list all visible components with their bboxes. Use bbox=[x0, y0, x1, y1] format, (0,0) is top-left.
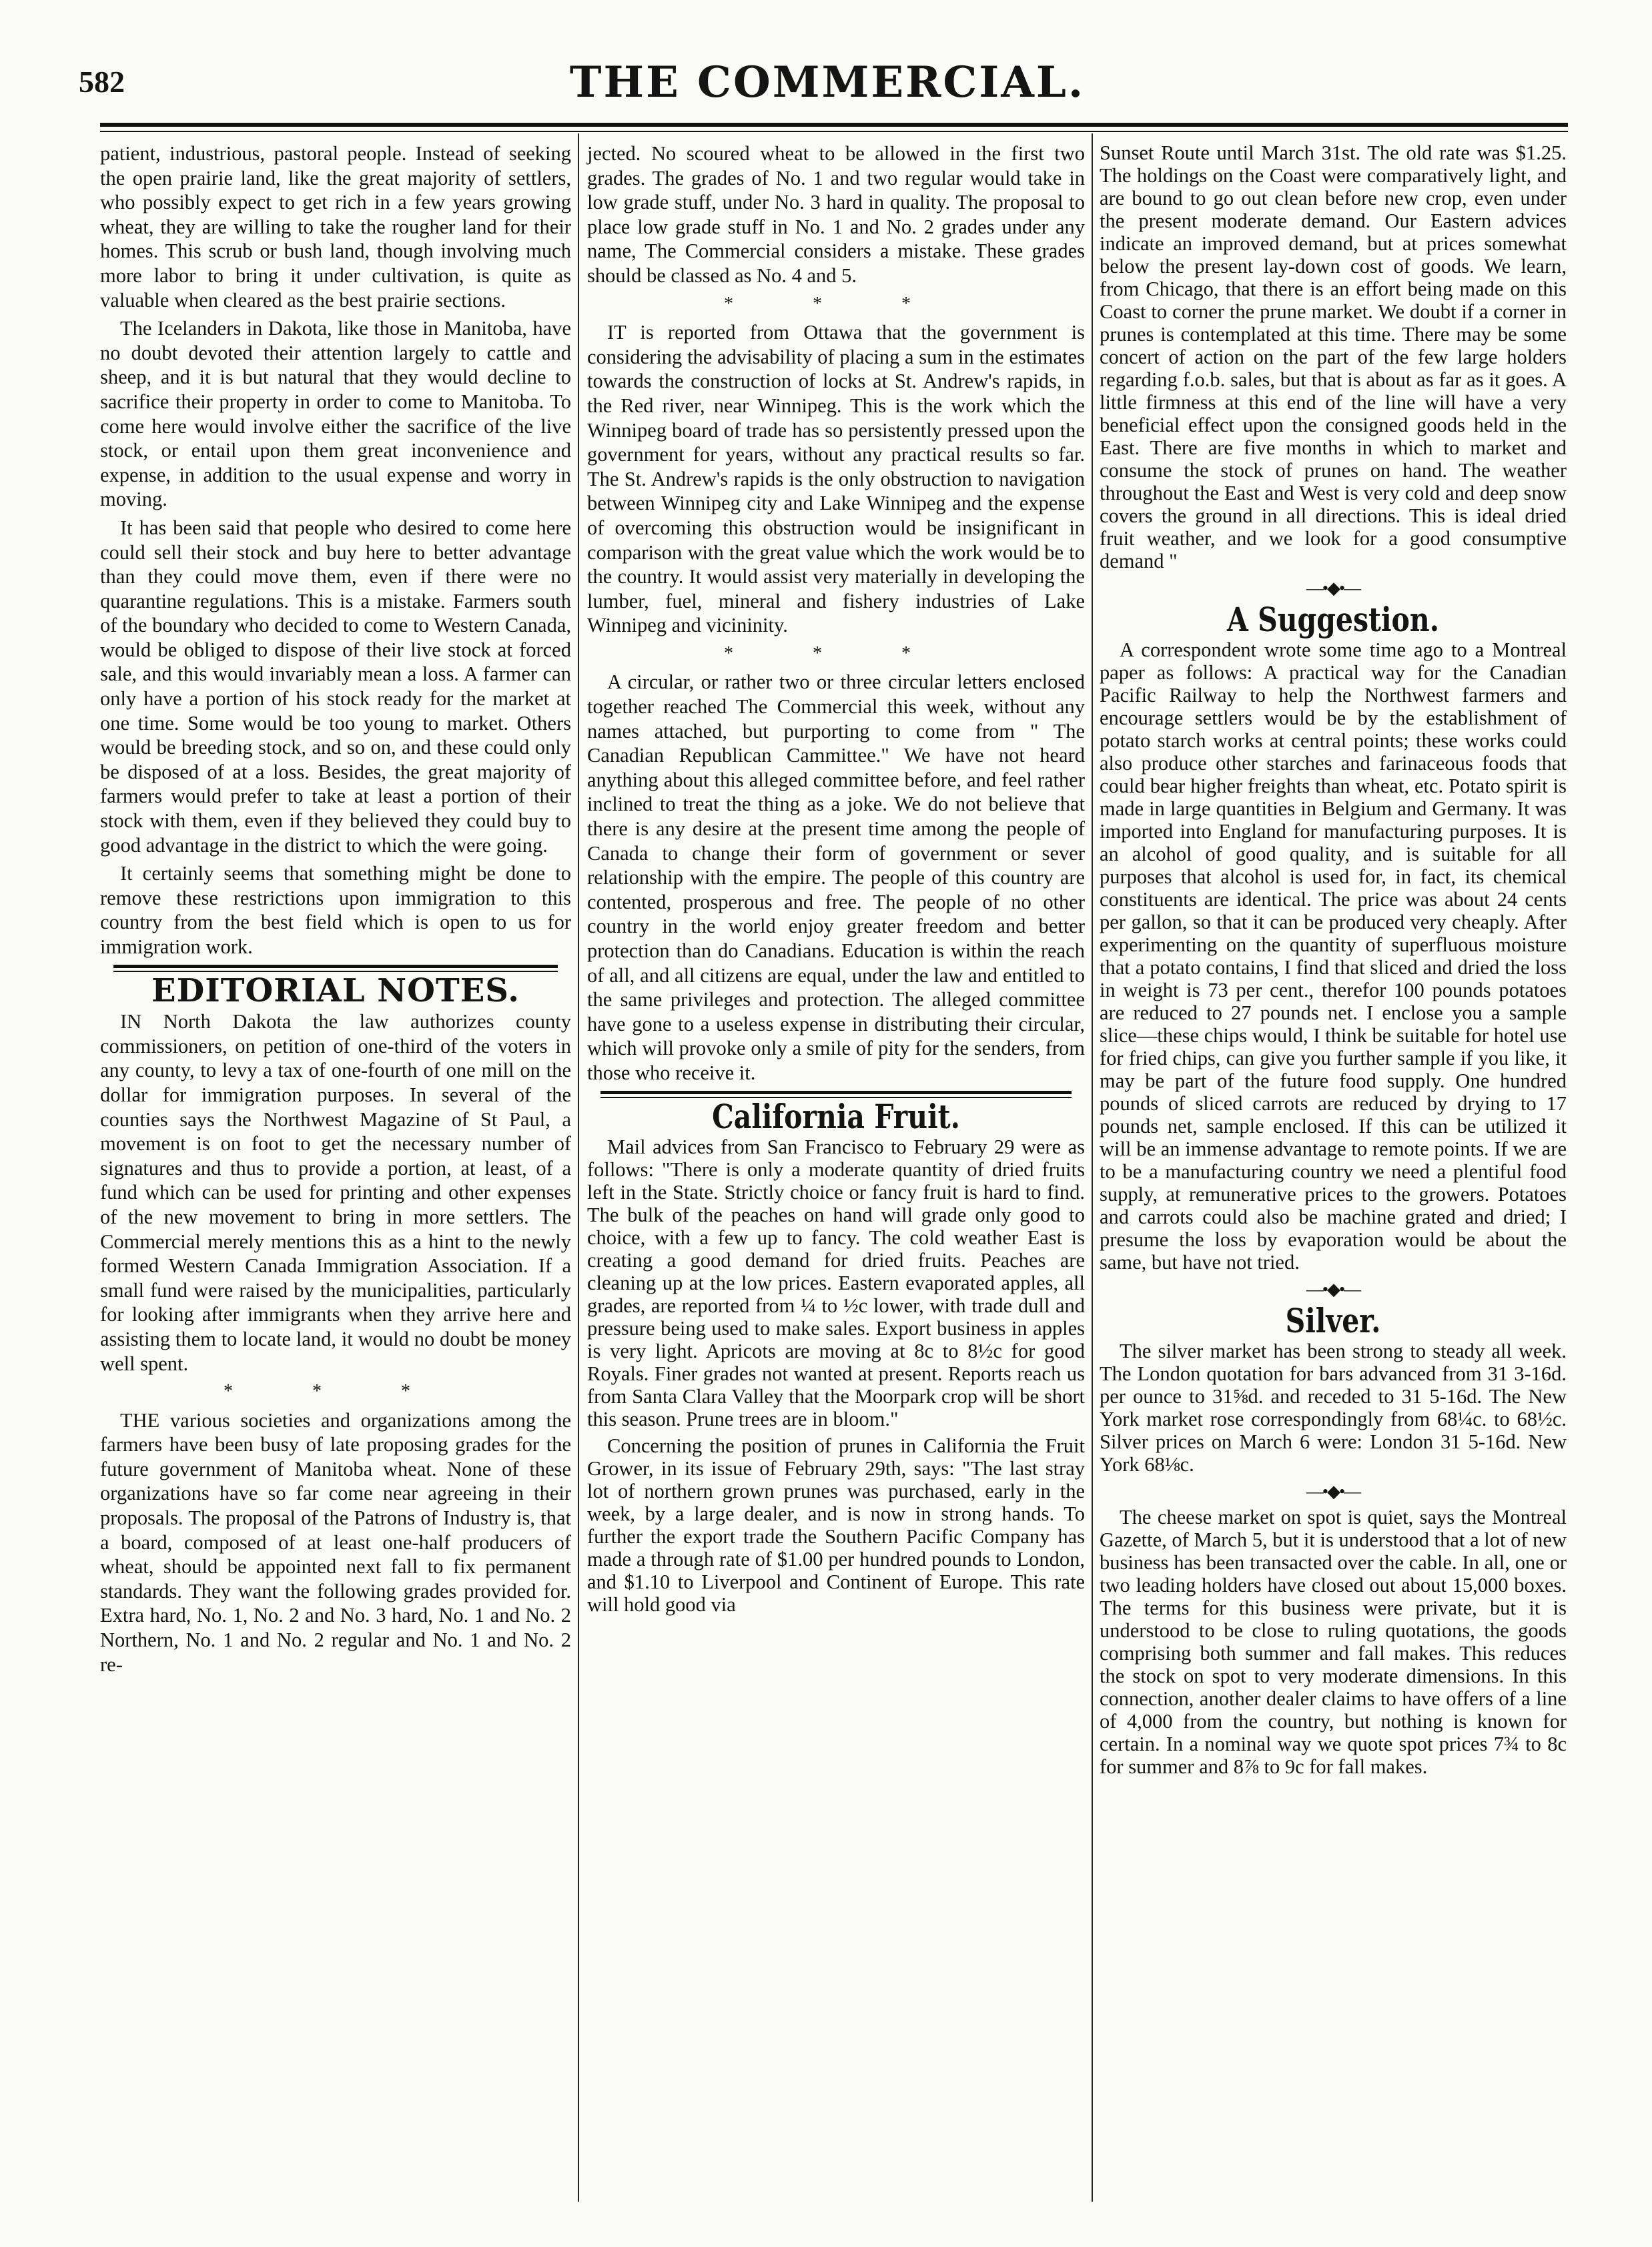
section-heading-california-fruit: California Fruit. bbox=[712, 1096, 960, 1136]
paragraph: It certainly seems that something might be done to remove these restrictions upon immigration to this country from the best field which is open to us for immigration work. bbox=[100, 862, 571, 958]
ornament-divider: —•◆•— bbox=[1306, 1482, 1360, 1502]
paragraph: A circular, or rather two or three circular letters enclosed together reached The Commercial this week, without any names attached, but purporting to come from " The Canadian Republican Cammittee." We have not heard anything about this alleged committee before, and feel rather inclined to treat the thing as a joke. We do not believe that there is any desire at the present time among the people of Canada to change their form of government or sever relationship with the empire. The people of this country are contented, prosperous and free. The people of no other country in the world enjoy greater freedom and better protection than do Canadians. Education is within the reach of all, and all citizens are equal, under the law and entitled to the same privileges and protection. The alleged committee have gone to a useless expense in distributing their circular, which will provoke only a smile of pity for the senders, from those who receive it. bbox=[587, 670, 1085, 1084]
paragraph: It has been said that people who desired to come here could sell their stock and buy here to better advantage than they could move them, even if there were no quarantine regulations. This is a mistake. Farmers south of the boundary who decided to come to Western Canada, would be obliged to dispose of their live stock at forced sale, and this would invariably mean a loss. A farmer can only have a portion of his stock ready for the market at one time. Some would be too young to market. Others would be breeding stock, and so on, and these could only be disposed of at a loss. Besides, the great majority of farmers would prefer to take at least a portion of their stock with them, even if they believed they could buy to good advantage in the district to which the were going. bbox=[100, 516, 571, 857]
paragraph: A correspondent wrote some time ago to a Montreal paper as follows: A practical way for the Canadian Pacific Railway to help the Northwest farmers and encourage settlers would be by the establishment of potato starch works at central points; these works could also produce other starches and farinaceous foods that could bear higher freights than wheat, etc. Potato spirit is made in large quantities in Belgium and Germany. It was imported into England for manufacturing purposes. It is an alcohol of good quality, and is suitable for all purposes that alcohol is used for, in fact, its chemical constituents are identical. The price was about 24 cents per gallon, so that it can be produced very cheaply. After experimenting on the quantity of superfluous moisture that a potato contains, I find that sliced and dried the loss in weight is 73 per cent., therefor 100 pounds potatoes are reduced to 27 pounds net. I enclose you a sample slice—these chips would, I think be suitable for hotel use for fried chips, can give you further sample if you like, it may be part of the future food supply. One hundred pounds of sliced carrots are reduced by drying to 17 pounds net, sample enclosed. If this can be utilized it will be an immense advantage to remote points. If we are to be a manufacturing country we need a plentiful food supply, at remunerative prices to the growers. Potatoes and carrots could also be machine grated and dried; I presume the loss by evaporation would be about the same, but have not tried. bbox=[1100, 638, 1567, 1274]
page-number: 582 bbox=[79, 65, 125, 99]
paragraph: The cheese market on spot is quiet, says the Montreal Gazette, of March 5, but it is understood that a lot of new business has been transacted over the cable. In all, one or two leading holders have closed out about 15,000 boxes. The terms for this business were private, but it is understood to be close to ruling quotations, the goods comprising both summer and fall makes. This reduces the stock on spot to very moderate dimensions. In this connection, another dealer claims to have offers of a line of 4,000 from the country, but nothing is known for certain. In a nominal way we quote spot prices 7¾ to 8c for summer and 8⅞ to 9c for fall makes. bbox=[1100, 1505, 1567, 1778]
column-2 bbox=[587, 141, 1085, 1620]
ornament-divider: —•◆•— bbox=[1306, 1280, 1360, 1300]
paragraph: The silver market has been strong to steady all week. The London quotation for bars advanced from 31 3-16d. per ounce to 31⅝d. and receded to 31 5-16d. The New York market rose correspondingly from 68¼c. to 68½c. Silver prices on March 6 were: London 31 5-16d. New York 68⅛c. bbox=[1100, 1340, 1567, 1476]
section-break-stars: * * * bbox=[724, 642, 948, 664]
column-divider bbox=[578, 133, 579, 2202]
paragraph: Sunset Route until March 31st. The old rate was $1.25. The holdings on the Coast were comparatively light, and are bound to go out clean before new crop, even under the present moderate demand. Our Eastern advices indicate an improved demand, but at prices somewhat below the present lay-down cost of goods. We learn, from Chicago, that there is an effort being made on this Coast to corner the prune market. We doubt if a corner in prunes is contemplated at this time. There may be some concert of action on the part of the few large holders regarding f.o.b. sales, but that is about as far as it goes. A little firmness at this end of the line will have a very beneficial effect upon the consigned goods held in the East. There are five months in which to market and consume the stock of prunes on hand. The weather throughout the East and West is very cold and deep snow covers the ground in all directions. This is ideal dried fruit weather, and we look for a good consumptive demand " bbox=[1100, 141, 1567, 572]
masthead-rule-thin bbox=[100, 131, 1568, 132]
ornament-divider: —•◆•— bbox=[1306, 578, 1360, 598]
paragraph: IT is reported from Ottawa that the government is considering the advisability of placing a sum in the estimates towards the construction of locks at St. Andrew's rapids, in the Red river, near Winnipeg. This is the work which the Winnipeg board of trade has so persistently pressed upon the government for years, without any practical results so far. The St. Andrew's rapids is the only obstruction to navigation between Winnipeg city and Lake Winnipeg and the expense of overcoming this obstruction would be insignificant in comparison with the great value which the work would be to the country. It would assist very materially in developing the lumber, fuel, mineral and fishery industries of Lake Winnipeg and vicininity. bbox=[587, 321, 1085, 637]
paragraph: The Icelanders in Dakota, like those in Manitoba, have no doubt devoted their attention largely to cattle and sheep, and it is but natural that they would decline to sacrifice their property in order to come to Manitoba. To come here would involve either the sacrifice of the live stock, or entail upon them great inconvenience and expense, in addition to the usual expense and worry in moving. bbox=[100, 317, 571, 511]
section-break-stars: * * * bbox=[224, 1381, 448, 1402]
section-rule bbox=[113, 965, 558, 972]
column-1 bbox=[100, 141, 571, 1681]
paragraph: Mail advices from San Francisco to February 29 were as follows: "There is only a moderate quantity of dried fruits left in the State. Strictly choice or fancy fruit is hard to find. The bulk of the peaches on hand will grade only good to choice, with a few up to fancy. The cold weather East is creating a good demand for dried fruits. Peaches are cleaning up at the low prices. Eastern evaporated apples, all grades, are reported from ¼ to ½c lower, with trade dull and pressure being used to make sales. Export business in apples is very light. Apricots are moving at 8c to 8½c for good Royals. Finer grades not wanted at present. Reports reach us from Santa Clara Valley that the Moorpark crop will be short this season. Prune trees are in bloom." bbox=[587, 1136, 1085, 1431]
column-divider bbox=[1092, 133, 1093, 2202]
paragraph: THE various societies and organizations among the farmers have been busy of late proposing grades for the future government of Manitoba wheat. None of these organizations have so far come near agreeing in their proposals. The proposal of the Patrons of Industry is, that a board, composed of at least one-half producers of wheat, should be appointed next fall to fix permanent standards. They want the following grades provided for. Extra hard, No. 1, No. 2 and No. 3 hard, No. 1 and No. 2 Northern, No. 1 and No. 2 regular and No. 1 and No. 2 re- bbox=[100, 1408, 571, 1676]
paragraph: patient, industrious, pastoral people. Instead of seeking the open prairie land, like the great majority of settlers, who possibly expect to get rich in a few years growing wheat, they are willing to take the rougher land for their homes. This scrub or bush land, though involving much more labor to bring it under cultivation, is quite as valuable when cleared as the best prairie sections. bbox=[100, 142, 571, 312]
section-heading-silver: Silver. bbox=[1285, 1300, 1381, 1340]
column-3 bbox=[1100, 141, 1567, 1782]
section-heading-a-suggestion: A Suggestion. bbox=[1227, 599, 1439, 639]
masthead-rule bbox=[100, 123, 1568, 127]
section-heading-editorial-notes: EDITORIAL NOTES. bbox=[151, 971, 520, 1009]
masthead: THE COMMERCIAL. bbox=[569, 57, 1086, 107]
section-break-stars: * * * bbox=[724, 293, 948, 314]
paragraph: jected. No scoured wheat to be allowed in the first two grades. The grades of No. 1 and two regular would take in low grade stuff, under No. 3 hard in quality. The proposal to place low grade stuff in No. 1 and No. 2 grades under any name, The Commercial considers a mistake. These grades should be classed as No. 4 and 5. bbox=[587, 142, 1085, 287]
paragraph: Concerning the position of prunes in California the Fruit Grower, in its issue of February 29th, says: "The last stray lot of northern grown prunes was purchased, early in the week, by a large dealer, and is now in strong hands. To further the export trade the Southern Pacific Company has made a through rate of $1.00 per hundred pounds to London, and $1.10 to Liverpool and Continent of Europe. This rate will hold good via bbox=[587, 1434, 1085, 1617]
paragraph: IN North Dakota the law authorizes county commissioners, on petition of one-third of the voters in any county, to levy a tax of one-fourth of one mill on the dollar for immigration purposes. In several of the counties says the Northwest Magazine of St Paul, a movement is on foot to get the necessary number of signatures and thus to provide a portion, at least, of a fund which can be used for printing and other expenses of the new movement to bring in more settlers. The Commercial merely mentions this as a hint to the newly formed Western Canada Immigration Association. If a small fund were raised by the municipalities, particularly for looking after immigrants when they arrive here and assisting them to locate land, it would no doubt be money well spent. bbox=[100, 1010, 571, 1375]
